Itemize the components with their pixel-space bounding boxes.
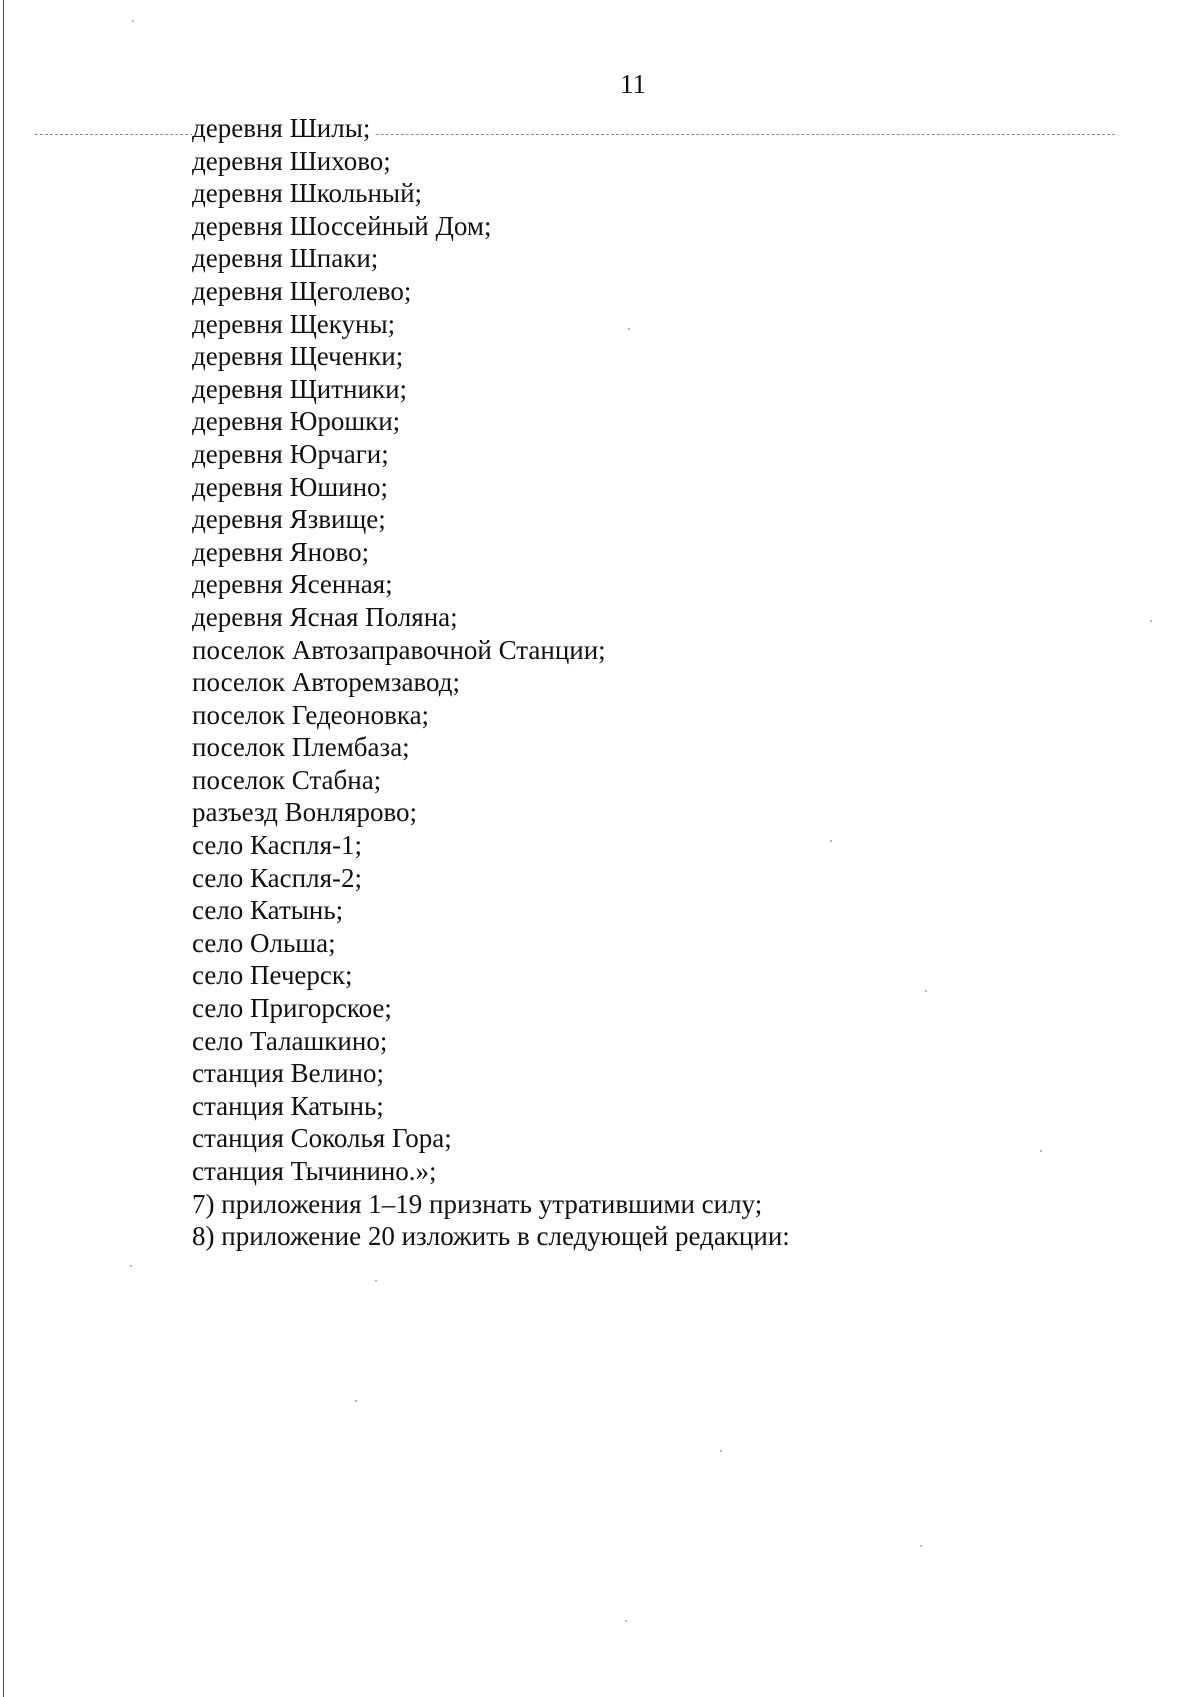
list-item — [192, 471, 790, 504]
list-item-text: село Каспля-1; — [192, 830, 362, 861]
scan-speck — [1040, 1150, 1042, 1152]
list-item — [192, 699, 790, 732]
list-item — [192, 1090, 790, 1123]
list-item-text: деревня Ясная Поляна; — [192, 601, 458, 632]
list-item-text: поселок Автозаправочной Станции; — [192, 634, 606, 665]
scan-speck — [130, 1265, 132, 1267]
list-item — [192, 373, 790, 406]
list-item — [192, 862, 790, 895]
list-item — [192, 177, 790, 210]
list-item — [192, 666, 790, 699]
list-item-text: станция Соколья Гора; — [192, 1123, 452, 1154]
scan-speck — [375, 1280, 377, 1282]
list-item-text: деревня Щекуны; — [192, 308, 396, 339]
list-item — [192, 959, 790, 992]
page-number: 11 — [620, 69, 646, 99]
scan-speck — [625, 1620, 627, 1622]
scan-speck — [925, 990, 927, 992]
list-item-text: деревня Яново; — [192, 536, 370, 567]
list-item-text: поселок Авторемзавод; — [192, 667, 461, 698]
list-item — [192, 340, 790, 373]
list-item — [192, 112, 790, 145]
list-item-text: деревня Щеголево; — [192, 275, 412, 306]
list-item-text: село Каспля-2; — [192, 862, 362, 893]
list-item-text: село Пригорское; — [192, 993, 392, 1024]
list-item-text: село Ольша; — [192, 927, 336, 958]
list-item — [192, 829, 790, 862]
list-item — [192, 308, 790, 341]
scan-left-edge — [3, 0, 4, 1697]
list-item-text: поселок Стабна; — [192, 764, 382, 795]
list-item-text: деревня Юрошки; — [192, 406, 401, 437]
scan-speck — [355, 1400, 357, 1402]
list-item-text: деревня Шпаки; — [192, 243, 379, 274]
list-item — [192, 634, 790, 667]
list-item-text: деревня Школьный; — [192, 178, 423, 209]
list-item — [192, 927, 790, 960]
list-item-text: село Катынь; — [192, 895, 344, 926]
list-item — [192, 764, 790, 797]
list-item — [192, 1220, 790, 1253]
list-item-text: деревня Юрчаги; — [192, 438, 389, 469]
list-item — [192, 568, 790, 601]
list-item-text: село Талашкино; — [192, 1025, 388, 1056]
list-item — [192, 210, 790, 243]
list-item-text: деревня Ясенная; — [192, 569, 393, 600]
list-item-text: разъезд Вонлярово; — [192, 797, 418, 828]
list-item — [192, 1057, 790, 1090]
list-item-text: деревня Щитники; — [192, 373, 408, 404]
list-item — [192, 601, 790, 634]
list-item-text: село Печерск; — [192, 960, 353, 991]
scan-speck — [720, 1450, 722, 1452]
list-item-text: станция Тычинино.»; — [192, 1156, 437, 1186]
list-item-text: деревня Шоссейный Дом; — [192, 210, 492, 241]
list-item — [192, 242, 790, 275]
list-item-text: деревня Юшино; — [192, 471, 389, 502]
scan-speck — [132, 20, 134, 22]
scan-speck — [1150, 620, 1152, 622]
list-item-text: деревня Шихово; — [192, 145, 391, 176]
list-item — [192, 1155, 790, 1188]
list-item-text: станция Велино; — [192, 1058, 384, 1089]
list-item-text: 7) приложения 1–19 признать утратившими силу; — [192, 1188, 763, 1219]
list-item — [192, 992, 790, 1025]
list-item-text: 8) приложение 20 изложить в следующей редакции: — [192, 1221, 790, 1252]
list-item — [192, 536, 790, 569]
list-item — [192, 503, 790, 536]
list-item — [192, 1188, 790, 1221]
scan-speck — [830, 840, 832, 842]
list-item-text: деревня Щеченки; — [192, 341, 404, 372]
list-item — [192, 438, 790, 471]
scan-speck — [628, 328, 630, 330]
list-item — [192, 796, 790, 829]
list-item-text: поселок Гедеоновка; — [192, 699, 430, 730]
list-item — [192, 275, 790, 308]
list-item — [192, 1025, 790, 1058]
list-item-text: поселок Плембаза; — [192, 732, 410, 763]
list-item-text: станция Катынь; — [192, 1090, 384, 1121]
list-item — [192, 1122, 790, 1155]
list-item — [192, 145, 790, 178]
list-item-text: деревня Язвище; — [192, 504, 386, 535]
list-item — [192, 894, 790, 927]
list-item — [192, 405, 790, 438]
list-item — [192, 731, 790, 764]
list-item-text: деревня Шилы; — [192, 113, 374, 143]
scan-speck — [920, 1545, 922, 1547]
settlement-list — [192, 112, 790, 1253]
